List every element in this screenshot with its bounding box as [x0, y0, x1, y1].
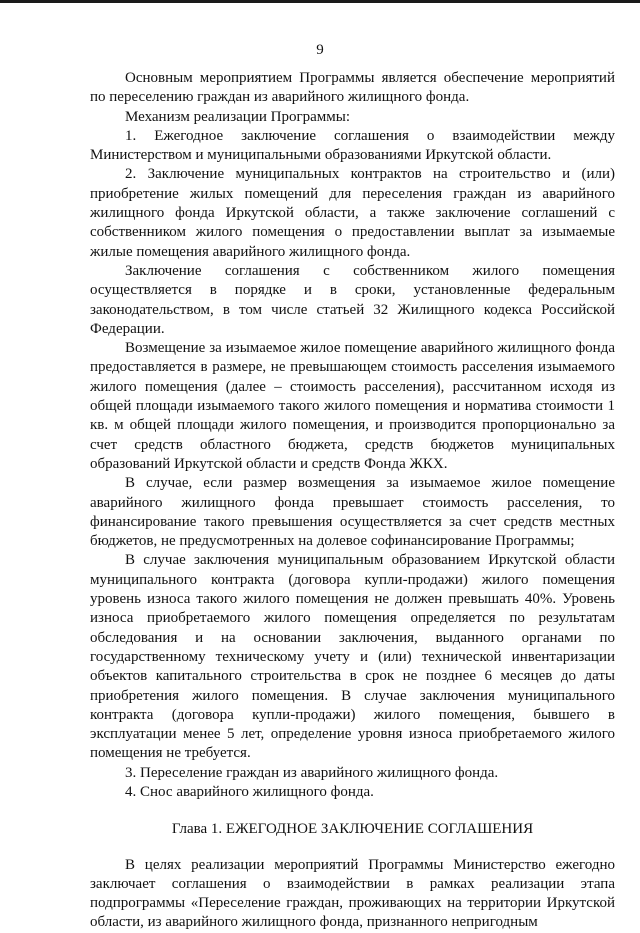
document-body [90, 69, 615, 933]
paragraph-excess-financing: В случае, если размер возмещения за изымаемое жилое помещение аварийного жилищного фонда превышает стоимость расселения, то финансирование такого превышения осуществляется за счет средств местных бюджетов, не предусмотренных на долевое софинансирование Программы; [90, 475, 615, 550]
page-number: 9 [316, 42, 324, 58]
paragraph-mechanism-intro: Механизм реализации Программы: [125, 108, 350, 125]
paragraph-main-activity: Основным мероприятием Программы является обеспечение мероприятий по переселению граждан из аварийного жилищного фонда. [90, 70, 615, 106]
paragraph-wear-level: В случае заключения муниципальным образованием Иркутской области муниципального контракта (договора купли-продажи) жилого помещения уровень износа такого жилого помещения не должен превышать 40%. Уровень износа приобретаемого жилого помещения определяется по результатам обследования и на основании заключения, выданного органами по государственному техническому учету и (или) технической инвентаризации объектов капитального строительства в срок не позднее 6 месяцев до даты приобретения жилого помещения. В случае заключения муниципального контракта (договора купли-продажи) жилого помещения, бывшего в эксплуатации менее 5 лет, определение уровня износа приобретаемого жилого помещения не требуется. [90, 552, 615, 762]
paragraph-compensation: Возмещение за изымаемое жилое помещение аварийного жилищного фонда предоставляется в размере, не превышающем стоимость расселения изымаемого жилого помещения (далее – стоимость расселения), рассчитанном исходя из общей площади изымаемого такого жилого помещения и норматива стоимости 1 кв. м общей площади жилого помещения, и производится пропорционально за счет средств областного бюджета, средств бюджетов муниципальных образований Иркутской области и средств Фонда ЖКХ. [90, 340, 615, 472]
chapter-heading: Глава 1. ЕЖЕГОДНОЕ ЗАКЛЮЧЕНИЕ СОГЛАШЕНИЯ [171, 821, 534, 838]
list-item-3: 3. Переселение граждан из аварийного жилищного фонда. [125, 764, 499, 781]
paragraph-agreement-procedure: Заключение соглашения с собственником жилого помещения осуществляется в порядке и в сроки, установленные федеральным законодательством, в том числе статьей 32 Жилищного кодекса Российской Федерации. [90, 262, 615, 337]
paragraph-chapter-1: В целях реализации мероприятий Программы Министерство ежегодно заключает соглашения о взаимодействии в рамках реализации этапа подпрограммы «Переселение граждан, проживающих на территории Иркутской области, из аварийного жилищного фонда, признанного непригодным [90, 856, 615, 931]
scan-top-border [0, 0, 640, 3]
list-item-2: 2. Заключение муниципальных контрактов на строительство и (или) приобретение жилых помещений для переселения граждан из аварийного жилищного фонда Иркутской области, а также заключение соглашений с собственником жилого помещения о предоставлении выплат за изымаемые жилые помещения аварийного жилищного фонда. [90, 166, 615, 260]
list-item-1: 1. Ежегодное заключение соглашения о взаимодействии между Министерством и муниципальными образованиями Иркутской области. [90, 127, 615, 164]
list-item-4: 4. Снос аварийного жилищного фонда. [125, 783, 374, 800]
